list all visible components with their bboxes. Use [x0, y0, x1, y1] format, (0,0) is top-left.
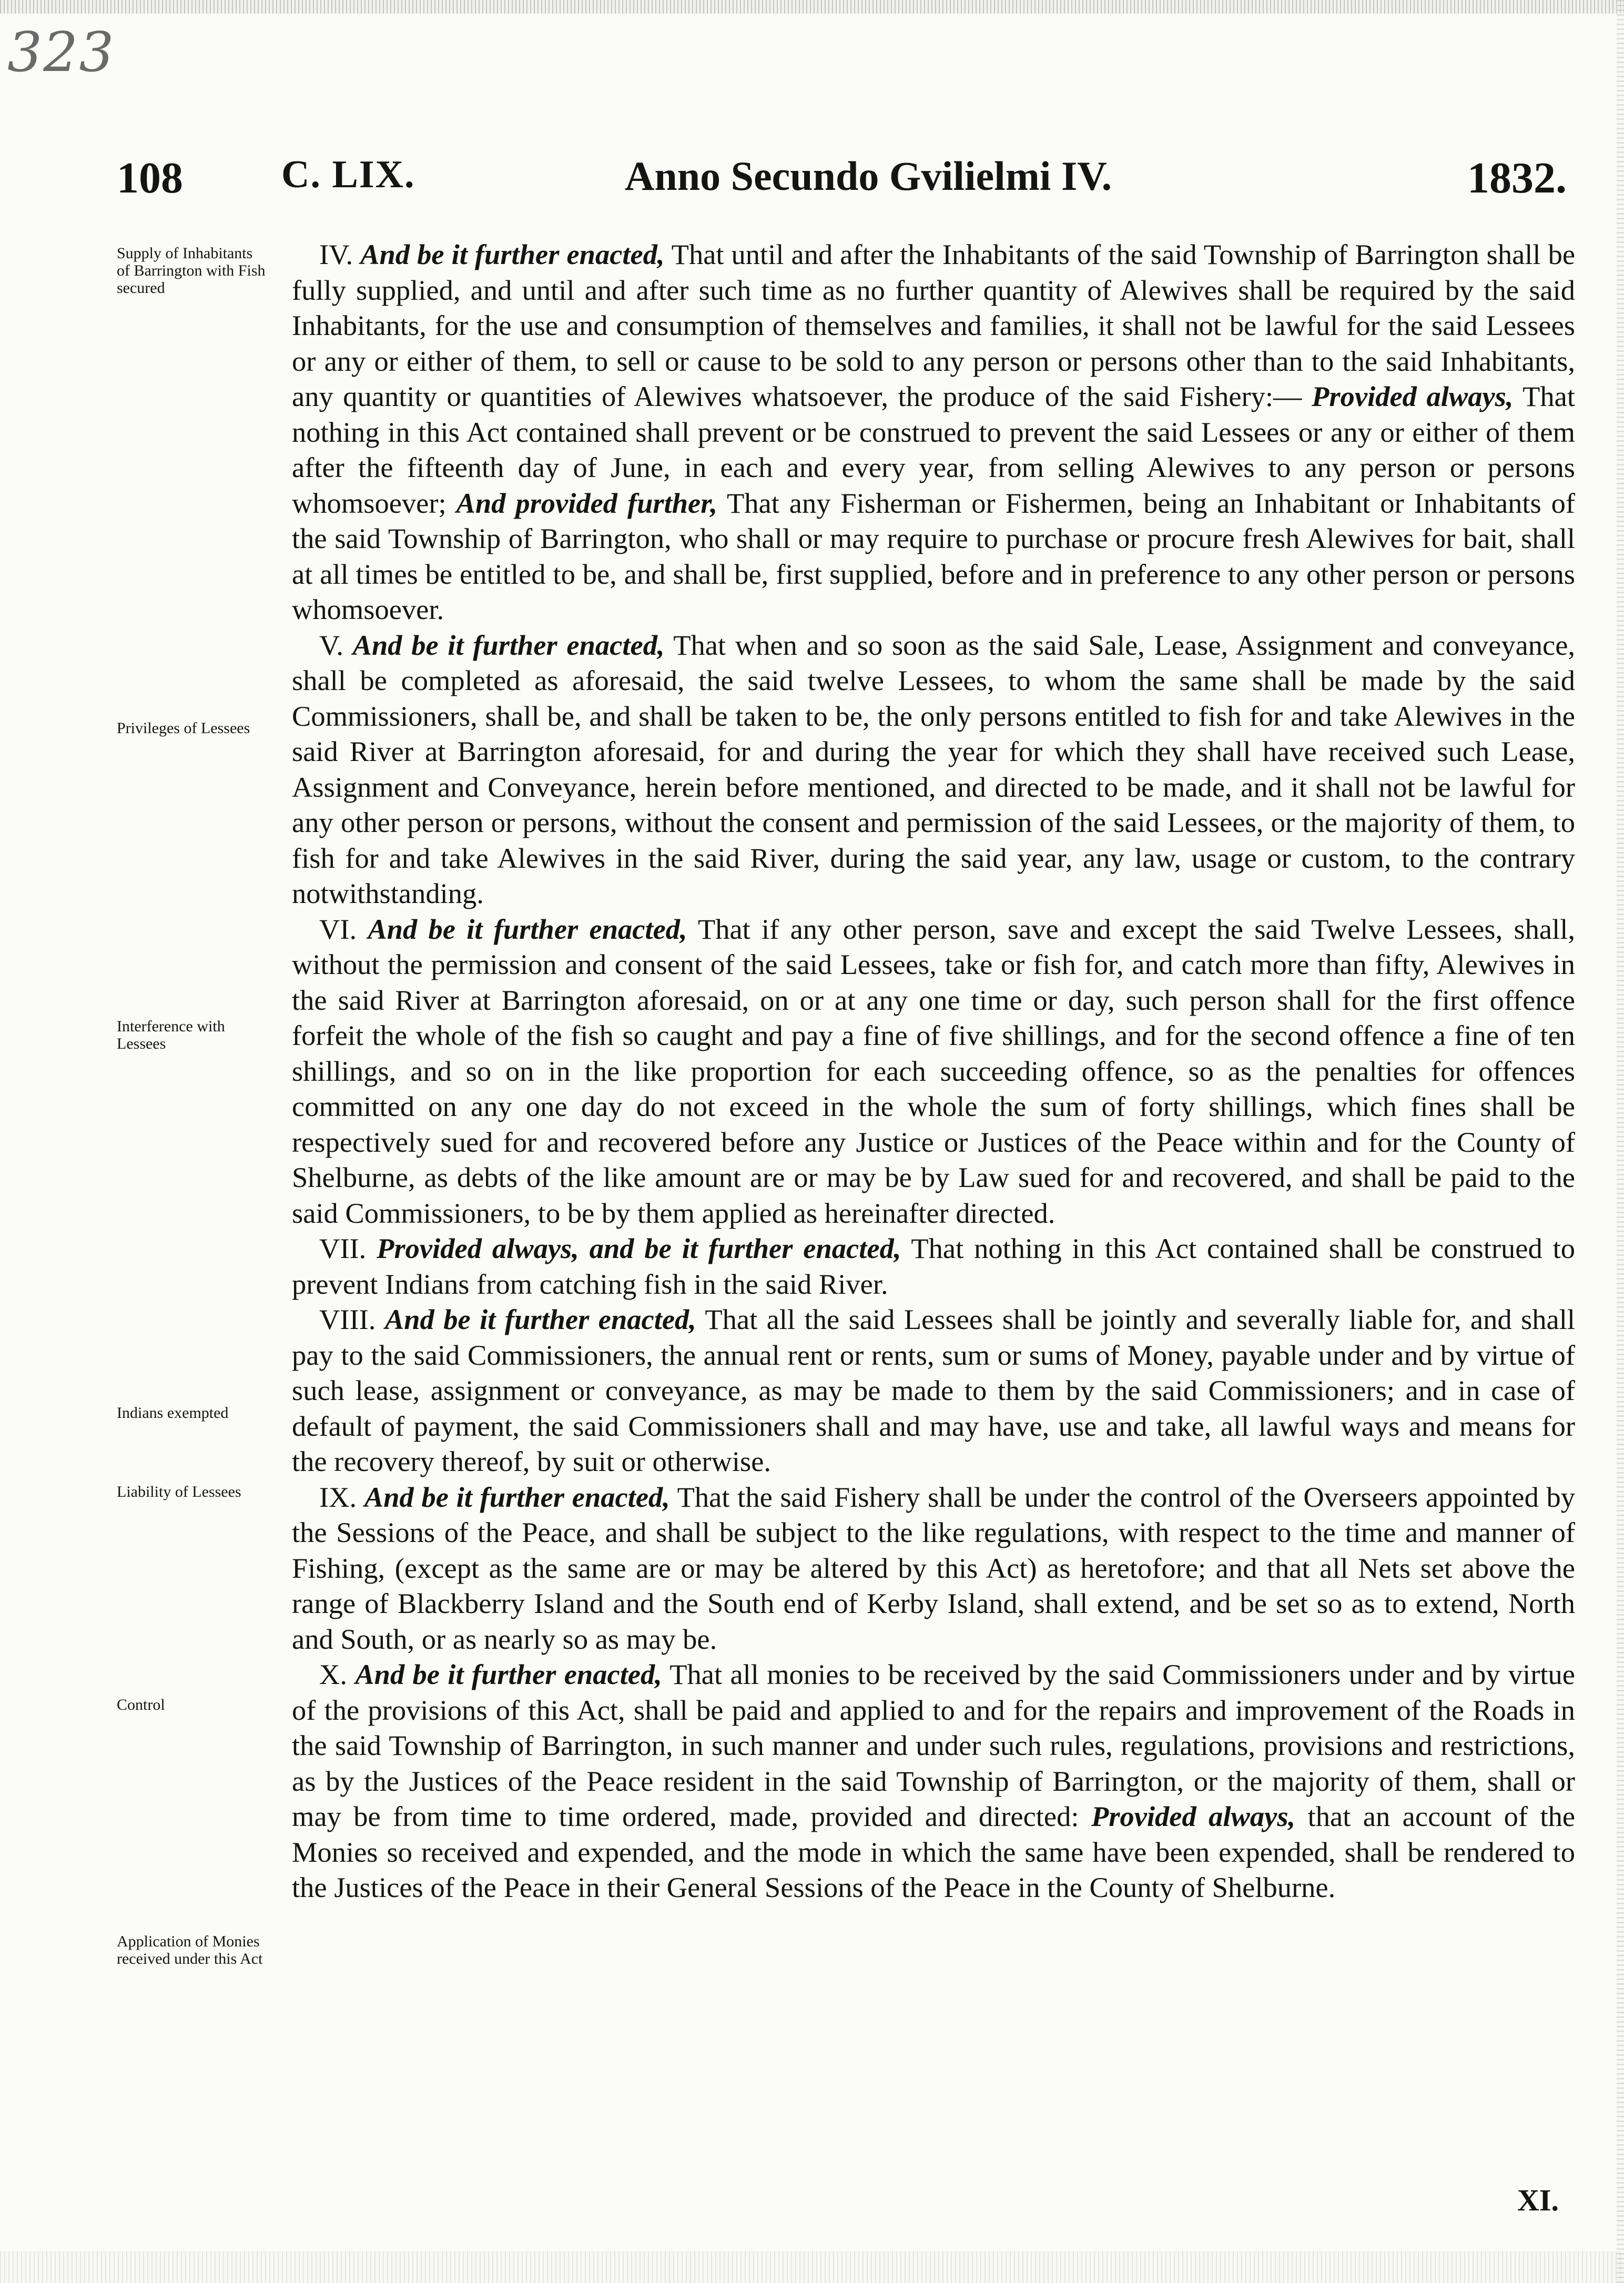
section-text: That the said Fishery shall be under the control of the Overseers appointed by the Sessions of the Peace, and shall be subject to the like regulations, with respect to the time and manner of Fishing, (except as the same are or may be altered by this Act) as heretofore; and that all Nets set above the range of Blackberry Island and the South end of Kerby Island, shall extend, and be set so as to extend, North and South, or as nearly so as may be.	[292, 1480, 1576, 1655]
section-number: IX.	[319, 1480, 357, 1513]
section-9	[292, 1479, 1575, 1657]
section-text: That nothing in this Act contained shall prevent or be construed to prevent the said Lessees or any or either of them after the fifteenth day of June, in each and every year, from selling Alewives to any person or persons whomsoever;	[292, 380, 1576, 519]
scan-edge-right	[1617, 0, 1624, 2283]
section-number: VIII.	[319, 1303, 376, 1335]
margin-note-application: Application of Monies received under this Act	[117, 1933, 263, 1967]
section-7	[292, 1231, 1575, 1302]
act-body	[292, 237, 1575, 1905]
catchword: XI.	[1517, 2183, 1559, 2217]
section-text: that an account of the Monies so received and expended, and the mode in which the same have been expended, shall be rendered to the Justices of the Peace in their General Sessions of the Peace in the County of Shelburne.	[292, 1800, 1576, 1903]
section-text: That until and after the Inhabitants of the said Township of Barrington shall be fully supplied, and until and after such time as no further quantity of Alewives shall be required by the said Inhabitants, for the use and consumption of themselves and families, it shall not be lawful for the said Lessees or any or either of them, to sell or cause to be sold to any person or persons other than to the said Inhabitants, any quantity or quantities of Alewives whatsoever, the produce of the said Fishery:—	[292, 238, 1576, 412]
running-header	[0, 153, 1624, 216]
section-4	[292, 237, 1575, 627]
page-number: 108	[117, 154, 183, 202]
section-text: That any Fisherman or Fishermen, being an Inhabitant or Inhabitants of the said Township of Barrington, who shall or may require to purchase or procure fresh Alewives for bait, shall at all times be entitled to be, and shall be, first supplied, before and in preference to any other person or persons whomsoever.	[292, 486, 1576, 625]
proviso-clause: Provided always,	[1091, 1800, 1296, 1832]
handwritten-folio-number: 323	[7, 20, 115, 84]
section-8	[292, 1302, 1575, 1479]
section-number: VII.	[319, 1232, 367, 1264]
scan-edge-top	[0, 0, 1624, 14]
section-text: That nothing in this Act contained shall be construed to prevent Indians from catching fish in the said River.	[292, 1232, 1576, 1300]
section-6	[292, 911, 1575, 1231]
margin-note-supply: Supply of Inhabitants of Barrington with Fish secured	[117, 245, 266, 297]
running-title: Anno Secundo Gvilielmi IV.	[625, 153, 1112, 199]
enacting-clause: And be it further enacted,	[384, 1303, 696, 1335]
section-number: IV.	[319, 238, 353, 270]
enacting-clause: Provided always, and be it further enacted,	[377, 1232, 901, 1264]
enacting-clause: And be it further enacted,	[364, 1480, 670, 1513]
chapter-number: C. LIX.	[281, 153, 415, 196]
margin-note-privileges: Privileges of Lessees	[117, 719, 250, 737]
enacting-clause: And be it further enacted,	[352, 628, 665, 661]
section-text: That when and so soon as the said Sale, Lease, Assignment and conveyance, shall be completed as aforesaid, the said twelve Lessees, to whom the same shall be made by the said Commissioners, shall be, and shall be taken to be, the only persons entitled to fish for and take Alewives in the said River at Barrington aforesaid, for and during the year for which they shall have received such Lease, Assignment and Conveyance, herein before mentioned, and directed to be made, and it shall not be lawful for any other person or persons, without the consent and permission of the said Lessees, or the majority of them, to fish for and take Alewives in the said River, during the said year, any law, usage or custom, to the contrary notwithstanding.	[292, 628, 1576, 909]
year: 1832.	[1467, 154, 1567, 202]
margin-note-control: Control	[117, 1696, 165, 1713]
enacting-clause: And be it further enacted,	[368, 912, 687, 945]
section-10	[292, 1657, 1575, 1905]
section-5	[292, 627, 1575, 911]
section-text: That all monies to be received by the said Commissioners under and by virtue of the provisions of this Act, shall be paid and applied to and for the repairs and improvement of the Roads in the said Township of Barrington, in such manner and under such rules, regulations, provisions and restrictions, as by the Justices of the Peace resident in the said Township of Barrington, or the majority of them, shall or may be from time to time ordered, made, provided and directed:	[292, 1658, 1575, 1832]
section-number: X.	[319, 1658, 347, 1690]
scan-edge-bottom	[0, 2251, 1624, 2283]
proviso-clause: Provided always,	[1312, 380, 1514, 412]
margin-note-liability: Liability of Lessees	[117, 1483, 241, 1500]
enacting-clause: And be it further enacted,	[360, 238, 665, 270]
section-number: V.	[319, 628, 343, 661]
margin-note-interference: Interference with Lessees	[117, 1018, 225, 1052]
margin-note-indians: Indians exempted	[117, 1404, 229, 1422]
enacting-clause: And be it further enacted,	[355, 1658, 662, 1690]
section-text: That all the said Lessees shall be jointly and severally liable for, and shall pay to the said Commissioners, the annual rent or rents, sum or sums of Money, payable under and by virtue of such lease, assignment or conveyance, as may be made to them by the said Commissioners; and in case of default of payment, the said Commissioners shall and may have, use and take, all lawful ways and means for the recovery thereof, by suit or otherwise.	[292, 1303, 1575, 1477]
proviso-clause: And provided further,	[456, 486, 718, 519]
section-number: VI.	[319, 912, 357, 945]
section-text: That if any other person, save and except the said Twelve Lessees, shall, without the permission and consent of the said Lessees, take or fish for, and catch more than fifty, Alewives in the said River at Barrington aforesaid, on or at any one time or day, such person shall for the first offence forfeit the whole of the fish so caught and pay a fine of five shillings, and for the second offence a fine of ten shillings, and so on in the like proportion for each succeeding offence, so as the penalties for offences committed on any one day do not exceed in the whole the sum of forty shillings, which fines shall be respectively sued for and recovered before any Justice or Justices of the Peace within and for the County of Shelburne, as debts of the like amount are or may be by Law sued for and recovered, and shall be paid to the said Commissioners, to be by them applied as hereinafter directed.	[292, 912, 1576, 1229]
